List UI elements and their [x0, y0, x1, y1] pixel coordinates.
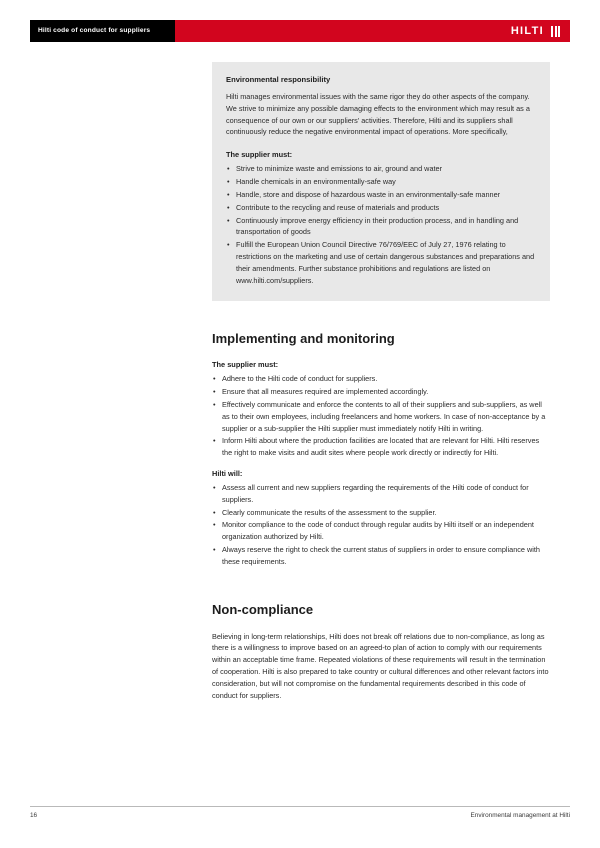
list-item: • Fulfill the European Union Council Directive 76/769/EEC of July 27, 1976 relating to restrictions on the marketing and use of certain dangerous substances and preparations and their amendments. Further substance prohibitions and regulations are listed on www.hilti.com/suppliers.	[226, 239, 536, 286]
footer-divider	[30, 806, 570, 807]
implementing-supplier-bullet-list	[212, 373, 550, 459]
list-item: • Continuously improve energy efficiency in their production process, and in handling and transportation of goods	[226, 215, 536, 239]
implementing-hilti-lead: Hilti will:	[212, 468, 243, 478]
implementing-supplier-lead: The supplier must:	[212, 360, 279, 370]
hilti-logo-bars-icon	[551, 26, 560, 37]
header-brand-bar	[175, 20, 570, 42]
environmental-responsibility-title: Environmental responsibility	[226, 75, 331, 84]
list-item: • Always reserve the right to check the current status of suppliers in order to ensure compliance with these requirements.	[212, 544, 550, 568]
non-compliance-section	[212, 602, 550, 702]
hilti-logo	[511, 25, 560, 37]
environmental-responsibility-paragraph: Hilti manages environmental issues with the same rigor they do other aspects of the company. We strive to minimize any possible damaging effects to the environment which may result as a consequence of our own or our suppliers' activities. Therefore, Hilti and its suppliers shall continuously reduce the negative environmental impact of operations. More specifically,	[226, 92, 530, 137]
header-title: Hilti code of conduct for suppliers	[38, 26, 151, 34]
non-compliance-paragraph: Believing in long-term relationships, Hilti does not break off relations due to non-compliance, as long as there is a willingness to improve based on an agreed-to plan of action to comply with our requirements within an acceptable time frame. Repeated violations of these requirements will result in the termination of cooperation. Hilti is also prepared to take country or cultural differences and other relevant factors into consideration, but will not compromise on the fundamental requirements described in this code of conduct for suppliers.	[212, 631, 549, 700]
footer-note: Environmental management at Hilti	[470, 812, 570, 819]
supplier-must-lead: The supplier must:	[226, 150, 293, 160]
non-compliance-heading: Non-compliance	[212, 601, 314, 617]
implementing-hilti-bullet-list	[212, 482, 550, 568]
page-number: 16	[30, 812, 38, 819]
implementing-heading: Implementing and monitoring	[212, 331, 395, 347]
list-item: • Handle chemicals in an environmentally-safe way	[226, 176, 536, 188]
environmental-bullet-list	[226, 163, 536, 286]
header-title-bar	[30, 20, 175, 42]
list-item: • Monitor compliance to the code of conduct through regular audits by Hilti itself or an independent organization authorized by Hilti.	[212, 519, 550, 543]
list-item: • Assess all current and new suppliers regarding the requirements of the Hilti code of conduct for suppliers.	[212, 482, 550, 506]
page-content	[212, 62, 550, 701]
list-item: • Adhere to the Hilti code of conduct for suppliers.	[212, 373, 550, 385]
list-item: • Strive to minimize waste and emissions to air, ground and water	[226, 163, 536, 175]
page-header	[30, 20, 570, 42]
hilti-logo-text: HILTI	[510, 25, 544, 37]
environmental-responsibility-box	[212, 62, 550, 301]
implementing-and-monitoring-section	[212, 331, 550, 567]
list-item: • Ensure that all measures required are implemented accordingly.	[212, 386, 550, 398]
list-item: • Inform Hilti about where the production facilities are located that are relevant for Hilti. Hilti reserves the right to make visits and audit sites where people work directly or indirectly for Hilti.	[212, 435, 550, 459]
list-item: • Effectively communicate and enforce the contents to all of their suppliers and sub-suppliers, as well as to their own employees, including freelancers and home workers. In case of non-acceptance by a supplier or a sub-supplier the Hilti supplier must immediately notify Hilti in writing.	[212, 399, 550, 434]
page-footer	[30, 812, 570, 819]
list-item: • Handle, store and dispose of hazardous waste in an environmentally-safe manner	[226, 189, 536, 201]
list-item: • Clearly communicate the results of the assessment to the supplier.	[212, 507, 550, 519]
list-item: • Contribute to the recycling and reuse of materials and products	[226, 202, 536, 214]
